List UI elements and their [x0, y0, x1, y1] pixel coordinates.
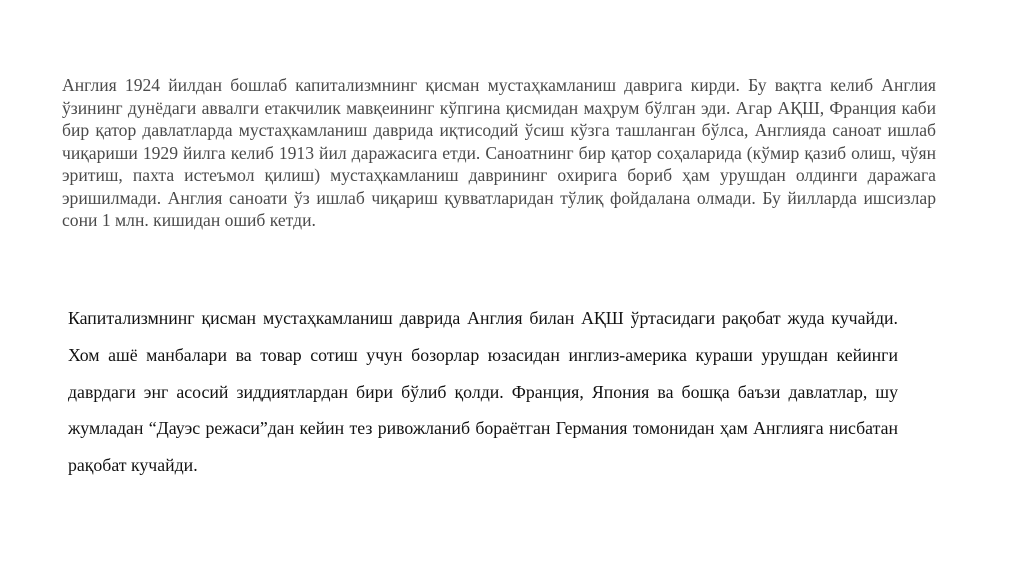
paragraph-anglo-american-rivalry: Капитализмнинг қисман мустаҳкамланиш даврида Англия билан АҚШ ўртасидаги рақобат жуда кучайди. Хом ашё манбалари ва товар сотиш учун бозорлар юзасидан инглиз-америка кураши урушдан кейинги даврдаги энг асосий зиддиятлардан бири бўлиб қолди. Франция, Япония ва бошқа баъзи давлатлар, шу жумладан “Дауэс режаси”дан кейин тез ривожланиб бораётган Германия томонидан ҳам Англияга нисбатан рақобат кучайди.	[68, 308, 898, 476]
paragraph-england-1924: Англия 1924 йилдан бошлаб капитализмнинг қисман мустаҳкамланиш даврига кирди. Бу вақтга келиб Англия ўзининг дунёдаги аввалги етакчилик мавқеининг кўпгина қисмидан маҳрум бўлган эди. Агар АҚШ, Франция каби бир қатор давлатларда мустаҳкамланиш даврида иқтисодий ўсиш кўзга ташланган бўлса, Англияда саноат ишлаб чиқариши 1929 йилга келиб 1913 йил даражасига етди. Саноатнинг бир қатор соҳаларида (кўмир қазиб олиш, чўян эритиш, пахта истеъмол қилиш) мустаҳкамланиш даврининг охирига бориб ҳам урушдан олдинги даражага эришилмади. Англия саноати ўз ишлаб чиқариш қувватларидан тўлиқ фойдалана олмади. Бу йилларда ишсизлар сони 1 млн. кишидан ошиб кетди.	[62, 75, 936, 230]
